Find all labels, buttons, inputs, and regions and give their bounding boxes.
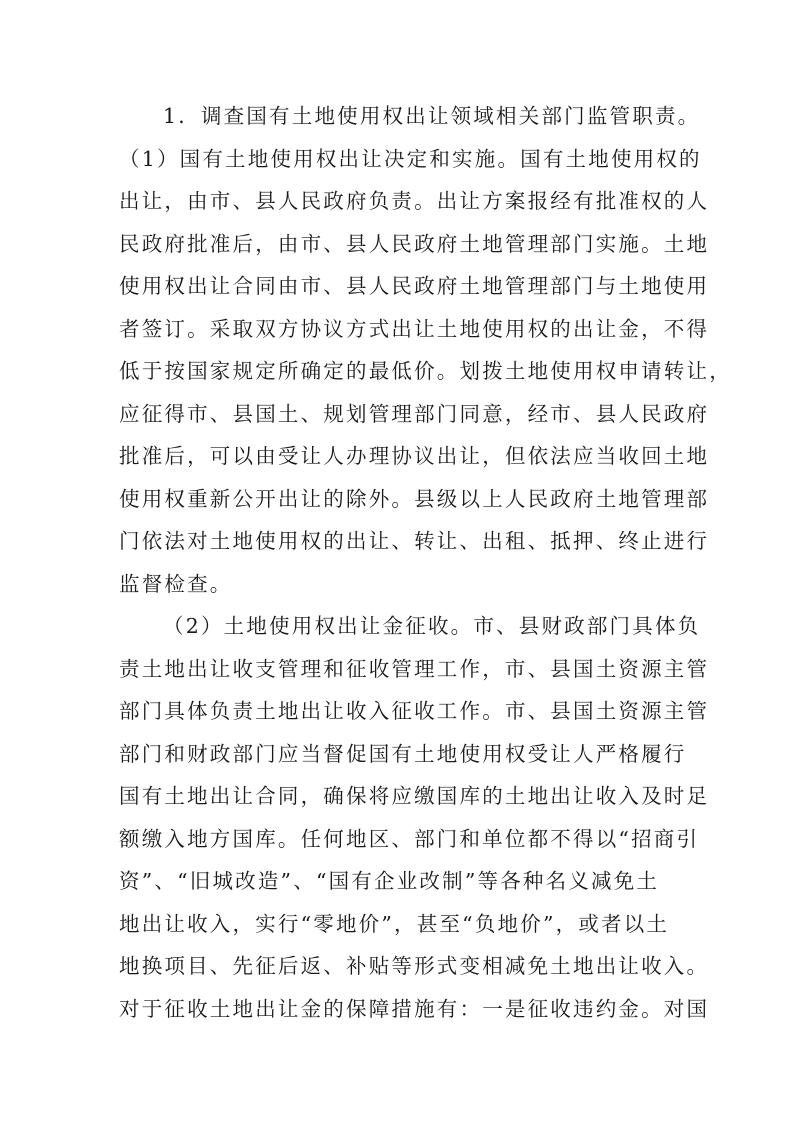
paragraph-line: 资”、“旧城改造”、“国有企业改制”等各种名义减免土	[119, 869, 660, 893]
paragraph-line: 者签订。采取双方协议方式出让土地使用权的出让金，不得	[119, 316, 710, 341]
paragraph-line: 地换项目、先征后返、补贴等形式变相减免土地出让收入。	[119, 954, 710, 978]
paragraph-line: 部门和财政部门应当督促国有土地使用权受让人严格履行	[119, 741, 687, 766]
paragraph-line: 使用权重新公开出让的除外。县级以上人民政府土地管理部	[119, 486, 710, 511]
paragraph-line: 地出让收入，实行“零地价”，甚至“负地价”，或者以土	[119, 911, 670, 936]
document-body	[119, 95, 732, 1030]
paragraph-line: 应征得市、县国土、规划管理部门同意，经市、县人民政府	[119, 401, 710, 426]
paragraph-line: 使用权出让合同由市、县人民政府土地管理部门与土地使用	[119, 274, 710, 298]
section-heading-1: 1．调查国有土地使用权出让领域相关部门监管职责。	[163, 104, 701, 128]
paragraph-line: 部门具体负责土地出让收入征收工作。市、县国土资源主管	[119, 699, 710, 723]
paragraph-line: （2）土地使用权出让金征收。市、县财政部门具体负	[163, 614, 701, 638]
paragraph-line: 门依法对土地使用权的出让、转让、出租、抵押、终止进行	[119, 529, 710, 553]
paragraph-line: 责土地出让收支管理和征收管理工作，市、县国土资源主管	[119, 656, 710, 681]
paragraph-line: （1）国有土地使用权出让决定和实施。国有土地使用权的	[119, 146, 702, 171]
paragraph-line: 民政府批准后，由市、县人民政府土地管理部门实施。土地	[119, 231, 710, 256]
paragraph-line: 批准后，可以由受让人办理协议出让，但依法应当收回土地	[119, 444, 710, 468]
paragraph-line: 国有土地出让合同，确保将应缴国库的土地出让收入及时足	[119, 784, 710, 808]
paragraph-line: 额缴入地方国库。任何地区、部门和单位都不得以“招商引	[119, 826, 700, 851]
paragraph-line: 对于征收土地出让金的保障措施有：一是征收违约金。对国	[119, 996, 710, 1021]
paragraph-line: 出让，由市、县人民政府负责。出让方案报经有批准权的人	[119, 189, 710, 213]
paragraph-line: 监督检查。	[119, 571, 233, 596]
paragraph-line: 低于按国家规定所确定的最低价。划拨土地使用权申请转让，	[119, 359, 732, 383]
